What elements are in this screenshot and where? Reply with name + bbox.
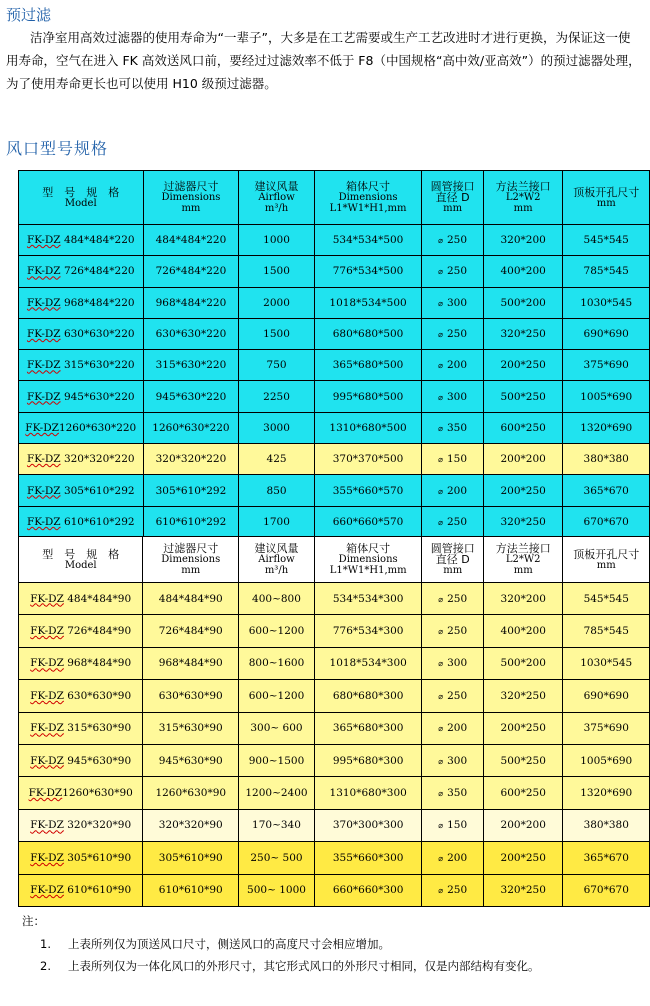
cell-box-size: 1310*680*300 bbox=[314, 777, 422, 809]
diameter-icon: ⌀ bbox=[438, 853, 444, 863]
cell-ceiling-hole: 690*690 bbox=[563, 680, 650, 712]
cell-filter-size: 305*610*90 bbox=[143, 842, 239, 874]
diameter-icon: ⌀ bbox=[438, 724, 444, 734]
cell-filter-size: 610*610*292 bbox=[143, 506, 239, 537]
cell-duct-diameter: ⌀ 150 bbox=[422, 809, 484, 841]
cell-airflow: 1500 bbox=[239, 318, 314, 349]
cell-flange: 600*250 bbox=[483, 412, 563, 443]
cell-filter-size: 315*630*90 bbox=[143, 712, 239, 744]
cell-duct-diameter: ⌀ 300 bbox=[422, 744, 484, 776]
table-row bbox=[19, 350, 650, 381]
cell-flange: 320*200 bbox=[483, 225, 563, 256]
cell-model: FK-DZ 315*630*220 bbox=[19, 350, 144, 381]
cell-box-size: 534*534*500 bbox=[314, 225, 422, 256]
cell-filter-size: 1260*630*90 bbox=[143, 777, 239, 809]
diameter-icon: ⌀ bbox=[438, 455, 443, 465]
note-item: 2. 上表所列仅为一体化风口的外形尺寸，其它形式风口的外形尺寸相同，仅是内部结构有变化。 bbox=[40, 959, 540, 973]
cell-model: FK-DZ 320*320*220 bbox=[19, 444, 144, 475]
header-duct-diameter: 圆管接口 直径 D mm bbox=[422, 171, 484, 225]
cell-filter-size: 305*610*292 bbox=[143, 475, 239, 506]
cell-flange: 200*250 bbox=[483, 712, 563, 744]
cell-duct-diameter: ⌀ 350 bbox=[422, 777, 484, 809]
cell-ceiling-hole: 545*545 bbox=[563, 225, 650, 256]
cell-airflow: 2000 bbox=[239, 287, 314, 318]
header-flange: 方法兰接口 L2*W2 mm bbox=[483, 537, 563, 583]
header-box-size: 箱体尺寸 Dimensions L1*W1*H1,mm bbox=[314, 171, 422, 225]
cell-airflow: 600~1200 bbox=[239, 680, 315, 712]
table-row bbox=[19, 712, 650, 744]
diameter-icon: ⌀ bbox=[438, 486, 443, 496]
cell-airflow: 170~340 bbox=[239, 809, 315, 841]
cell-airflow: 600~1200 bbox=[239, 615, 315, 647]
cell-ceiling-hole: 1005*690 bbox=[563, 744, 650, 776]
notes-label: 注： bbox=[22, 914, 45, 928]
cell-filter-size: 484*484*90 bbox=[143, 583, 239, 615]
section-title-prefilter: 预过滤 bbox=[6, 6, 52, 24]
diameter-icon: ⌀ bbox=[438, 330, 443, 340]
cell-ceiling-hole: 375*690 bbox=[563, 350, 650, 381]
cell-airflow: 850 bbox=[239, 475, 314, 506]
table-row bbox=[19, 381, 650, 412]
cell-ceiling-hole: 690*690 bbox=[563, 318, 650, 349]
cell-airflow: 500~ 1000 bbox=[239, 874, 315, 906]
cell-ceiling-hole: 785*545 bbox=[563, 256, 650, 287]
cell-airflow: 1700 bbox=[239, 506, 314, 537]
table-row bbox=[19, 287, 650, 318]
cell-airflow: 1500 bbox=[239, 256, 314, 287]
header-flange: 方法兰接口 L2*W2 mm bbox=[483, 171, 563, 225]
diameter-icon: ⌀ bbox=[438, 392, 443, 402]
cell-model: FK-DZ1260*630*220 bbox=[19, 412, 144, 443]
cell-airflow: 2250 bbox=[239, 381, 314, 412]
cell-box-size: 660*660*570 bbox=[314, 506, 422, 537]
cell-duct-diameter: ⌀ 300 bbox=[422, 287, 484, 318]
cell-duct-diameter: ⌀ 250 bbox=[422, 506, 484, 537]
cell-box-size: 1310*680*500 bbox=[314, 412, 422, 443]
table-row bbox=[19, 256, 650, 287]
cell-ceiling-hole: 1320*690 bbox=[563, 777, 650, 809]
table-row bbox=[19, 444, 650, 475]
header-airflow: 建议风量 Airflow m³/h bbox=[239, 171, 314, 225]
cell-flange: 320*250 bbox=[483, 506, 563, 537]
header-airflow: 建议风量 Airflow m³/h bbox=[239, 537, 315, 583]
cell-model: FK-DZ 484*484*220 bbox=[19, 225, 144, 256]
diameter-icon: ⌀ bbox=[438, 517, 443, 527]
cell-ceiling-hole: 670*670 bbox=[563, 874, 650, 906]
cell-model: FK-DZ 630*630*90 bbox=[19, 680, 143, 712]
cell-ceiling-hole: 545*545 bbox=[563, 583, 650, 615]
cell-flange: 320*200 bbox=[483, 583, 563, 615]
diameter-icon: ⌀ bbox=[438, 627, 444, 637]
cell-filter-size: 320*320*220 bbox=[143, 444, 239, 475]
cell-flange: 500*200 bbox=[483, 287, 563, 318]
cell-box-size: 1018*534*300 bbox=[314, 647, 422, 679]
diameter-icon: ⌀ bbox=[438, 659, 444, 669]
cell-model: FK-DZ 484*484*90 bbox=[19, 583, 143, 615]
header-box-size: 箱体尺寸 Dimensions L1*W1*H1,mm bbox=[314, 537, 422, 583]
diameter-icon: ⌀ bbox=[438, 594, 444, 604]
table-row bbox=[19, 412, 650, 443]
cell-filter-size: 968*484*220 bbox=[143, 287, 239, 318]
cell-box-size: 365*680*300 bbox=[314, 712, 422, 744]
section-title-specs: 风口型号规格 bbox=[6, 139, 109, 158]
cell-ceiling-hole: 1320*690 bbox=[563, 412, 650, 443]
cell-airflow: 800~1600 bbox=[239, 647, 315, 679]
cell-filter-size: 1260*630*220 bbox=[143, 412, 239, 443]
cell-flange: 320*250 bbox=[483, 680, 563, 712]
cell-airflow: 900~1500 bbox=[239, 744, 315, 776]
diameter-icon: ⌀ bbox=[438, 789, 444, 799]
cell-model: FK-DZ 305*610*292 bbox=[19, 475, 144, 506]
cell-filter-size: 726*484*220 bbox=[143, 256, 239, 287]
cell-filter-size: 726*484*90 bbox=[143, 615, 239, 647]
diameter-icon: ⌀ bbox=[438, 423, 443, 433]
cell-ceiling-hole: 1005*690 bbox=[563, 381, 650, 412]
cell-model: FK-DZ 610*610*292 bbox=[19, 506, 144, 537]
cell-box-size: 776*534*500 bbox=[314, 256, 422, 287]
cell-model: FK-DZ 305*610*90 bbox=[19, 842, 143, 874]
cell-box-size: 995*680*500 bbox=[314, 381, 422, 412]
table-row bbox=[19, 225, 650, 256]
cell-box-size: 534*534*300 bbox=[314, 583, 422, 615]
cell-model: FK-DZ 315*630*90 bbox=[19, 712, 143, 744]
cell-ceiling-hole: 785*545 bbox=[563, 615, 650, 647]
notes-list bbox=[22, 933, 540, 977]
cell-filter-size: 320*320*90 bbox=[143, 809, 239, 841]
prefilter-paragraph bbox=[6, 26, 642, 95]
cell-duct-diameter: ⌀ 250 bbox=[422, 225, 484, 256]
table-row bbox=[19, 647, 650, 679]
cell-model: FK-DZ1260*630*90 bbox=[19, 777, 143, 809]
cell-filter-size: 945*630*90 bbox=[143, 744, 239, 776]
diameter-icon: ⌀ bbox=[438, 821, 444, 831]
cell-ceiling-hole: 365*670 bbox=[563, 475, 650, 506]
cell-box-size: 995*680*300 bbox=[314, 744, 422, 776]
cell-filter-size: 968*484*90 bbox=[143, 647, 239, 679]
header-ceiling-hole: 顶板开孔尺寸 mm bbox=[563, 537, 650, 583]
cell-box-size: 365*680*500 bbox=[314, 350, 422, 381]
header-filter-size: 过滤器尺寸 Dimensions mm bbox=[143, 171, 239, 225]
table-row bbox=[19, 809, 650, 841]
header-model: 型 号 规 格 Model bbox=[19, 537, 143, 583]
cell-flange: 400*200 bbox=[483, 256, 563, 287]
spec-table-220 bbox=[18, 170, 650, 538]
cell-model: FK-DZ 968*484*90 bbox=[19, 647, 143, 679]
cell-airflow: 425 bbox=[239, 444, 314, 475]
cell-duct-diameter: ⌀ 250 bbox=[422, 874, 484, 906]
cell-box-size: 355*660*570 bbox=[314, 475, 422, 506]
cell-filter-size: 945*630*220 bbox=[143, 381, 239, 412]
spec-table-90 bbox=[18, 536, 650, 907]
cell-model: FK-DZ 726*484*220 bbox=[19, 256, 144, 287]
cell-duct-diameter: ⌀ 300 bbox=[422, 647, 484, 679]
cell-flange: 200*200 bbox=[483, 444, 563, 475]
cell-box-size: 680*680*300 bbox=[314, 680, 422, 712]
cell-duct-diameter: ⌀ 300 bbox=[422, 381, 484, 412]
prefilter-text: 洁净室用高效过滤器的使用寿命为“一辈子”，大多是在工艺需要或生产工艺改进时才进行更换，为保证这一使用寿命，空气在进入 FK 高效送风口前，要经过过滤效率不低于 F8（中国规格“高中效/亚高效”）的预过滤器处理，为了使用寿命更长也可以使用 H10 级预过滤器。 bbox=[6, 30, 641, 91]
table-row bbox=[19, 318, 650, 349]
table-row bbox=[19, 583, 650, 615]
cell-flange: 200*200 bbox=[483, 809, 563, 841]
cell-flange: 600*250 bbox=[483, 777, 563, 809]
cell-airflow: 400~800 bbox=[239, 583, 315, 615]
cell-box-size: 370*300*300 bbox=[314, 809, 422, 841]
cell-duct-diameter: ⌀ 250 bbox=[422, 256, 484, 287]
cell-duct-diameter: ⌀ 200 bbox=[422, 712, 484, 744]
cell-duct-diameter: ⌀ 200 bbox=[422, 842, 484, 874]
header-ceiling-hole: 顶板开孔尺寸 mm bbox=[563, 171, 650, 225]
cell-duct-diameter: ⌀ 250 bbox=[422, 583, 484, 615]
cell-ceiling-hole: 1030*545 bbox=[563, 647, 650, 679]
cell-airflow: 1000 bbox=[239, 225, 314, 256]
cell-duct-diameter: ⌀ 250 bbox=[422, 680, 484, 712]
header-filter-size: 过滤器尺寸 Dimensions mm bbox=[143, 537, 239, 583]
cell-ceiling-hole: 365*670 bbox=[563, 842, 650, 874]
cell-filter-size: 610*610*90 bbox=[143, 874, 239, 906]
cell-model: FK-DZ 610*610*90 bbox=[19, 874, 143, 906]
table-header-row bbox=[19, 537, 650, 583]
cell-filter-size: 630*630*90 bbox=[143, 680, 239, 712]
cell-flange: 500*250 bbox=[483, 744, 563, 776]
cell-filter-size: 315*630*220 bbox=[143, 350, 239, 381]
cell-flange: 400*200 bbox=[483, 615, 563, 647]
cell-model: FK-DZ 726*484*90 bbox=[19, 615, 143, 647]
diameter-icon: ⌀ bbox=[438, 298, 443, 308]
table-row bbox=[19, 475, 650, 506]
notes bbox=[22, 913, 540, 977]
cell-duct-diameter: ⌀ 150 bbox=[422, 444, 484, 475]
header-duct-diameter: 圆管接口 直径 D mm bbox=[422, 537, 484, 583]
cell-filter-size: 484*484*220 bbox=[143, 225, 239, 256]
cell-model: FK-DZ 630*630*220 bbox=[19, 318, 144, 349]
cell-duct-diameter: ⌀ 200 bbox=[422, 475, 484, 506]
table-row bbox=[19, 874, 650, 906]
cell-filter-size: 630*630*220 bbox=[143, 318, 239, 349]
note-item: 1. 上表所列仅为顶送风口尺寸，侧送风口的高度尺寸会相应增加。 bbox=[40, 937, 390, 951]
cell-flange: 320*250 bbox=[483, 318, 563, 349]
cell-airflow: 250~ 500 bbox=[239, 842, 315, 874]
cell-ceiling-hole: 670*670 bbox=[563, 506, 650, 537]
cell-duct-diameter: ⌀ 250 bbox=[422, 318, 484, 349]
table-row bbox=[19, 506, 650, 537]
table-row bbox=[19, 615, 650, 647]
table-header-row bbox=[19, 171, 650, 225]
cell-flange: 200*250 bbox=[483, 350, 563, 381]
cell-flange: 500*200 bbox=[483, 647, 563, 679]
cell-box-size: 660*660*300 bbox=[314, 874, 422, 906]
cell-box-size: 680*680*500 bbox=[314, 318, 422, 349]
diameter-icon: ⌀ bbox=[438, 361, 443, 371]
cell-duct-diameter: ⌀ 250 bbox=[422, 615, 484, 647]
cell-flange: 500*250 bbox=[483, 381, 563, 412]
cell-model: FK-DZ 945*630*90 bbox=[19, 744, 143, 776]
cell-box-size: 776*534*300 bbox=[314, 615, 422, 647]
cell-airflow: 300~ 600 bbox=[239, 712, 315, 744]
cell-flange: 200*250 bbox=[483, 842, 563, 874]
diameter-icon: ⌀ bbox=[438, 267, 443, 277]
diameter-icon: ⌀ bbox=[438, 691, 444, 701]
cell-flange: 200*250 bbox=[483, 475, 563, 506]
table-row bbox=[19, 842, 650, 874]
cell-airflow: 1200~2400 bbox=[239, 777, 315, 809]
table-row bbox=[19, 680, 650, 712]
table-row bbox=[19, 744, 650, 776]
cell-ceiling-hole: 375*690 bbox=[563, 712, 650, 744]
cell-model: FK-DZ 968*484*220 bbox=[19, 287, 144, 318]
cell-box-size: 370*370*500 bbox=[314, 444, 422, 475]
cell-ceiling-hole: 1030*545 bbox=[563, 287, 650, 318]
cell-flange: 320*250 bbox=[483, 874, 563, 906]
cell-duct-diameter: ⌀ 350 bbox=[422, 412, 484, 443]
diameter-icon: ⌀ bbox=[438, 236, 443, 246]
table-row bbox=[19, 777, 650, 809]
cell-model: FK-DZ 945*630*220 bbox=[19, 381, 144, 412]
cell-ceiling-hole: 380*380 bbox=[563, 444, 650, 475]
cell-ceiling-hole: 380*380 bbox=[563, 809, 650, 841]
cell-airflow: 750 bbox=[239, 350, 314, 381]
header-model: 型 号 规 格 Model bbox=[19, 171, 144, 225]
cell-airflow: 3000 bbox=[239, 412, 314, 443]
cell-model: FK-DZ 320*320*90 bbox=[19, 809, 143, 841]
cell-box-size: 355*660*300 bbox=[314, 842, 422, 874]
cell-box-size: 1018*534*500 bbox=[314, 287, 422, 318]
diameter-icon: ⌀ bbox=[438, 756, 444, 766]
diameter-icon: ⌀ bbox=[438, 886, 444, 896]
cell-duct-diameter: ⌀ 200 bbox=[422, 350, 484, 381]
